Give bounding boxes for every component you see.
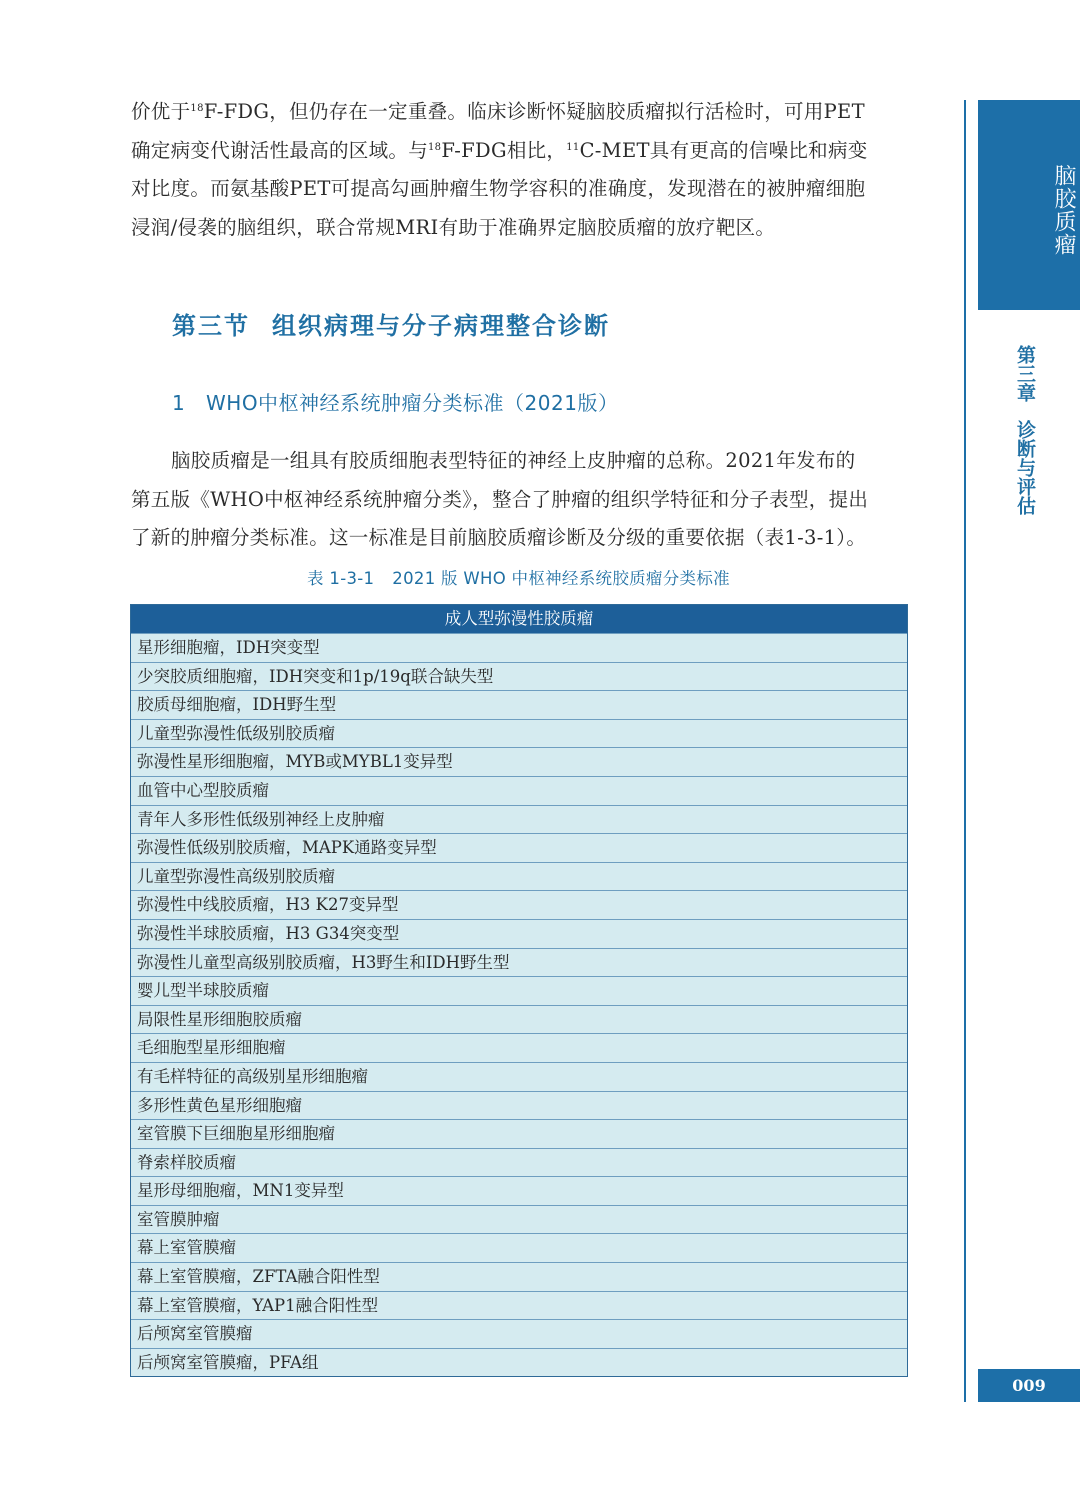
table-row: 弥漫性低级别胶质瘤，MAPK通路变异型 xyxy=(131,833,907,862)
intro-line-1: 价优于$^{18}$F-FDG，但仍存在一定重叠。临床诊断怀疑脑胶质瘤拟行活检时，可用PET xyxy=(131,100,865,123)
table-row: 后颅窝室管膜瘤，PFA组 xyxy=(131,1348,907,1377)
section-label: 第三节 xyxy=(172,311,250,340)
table-row: 少突胶质细胞瘤，IDH突变和1p/19q联合缺失型 xyxy=(131,662,907,691)
table-row: 幕上室管膜瘤 xyxy=(131,1233,907,1262)
table-row: 弥漫性半球胶质瘤，H3 G34突变型 xyxy=(131,919,907,948)
sidebar-divider xyxy=(964,100,966,1402)
subsection-heading xyxy=(172,387,618,416)
chapter-label xyxy=(1008,345,1038,515)
body-line-3: 了新的肿瘤分类标准。这一标准是目前脑胶质瘤诊断及分级的重要依据（表1-3-1）。 xyxy=(131,526,867,549)
page-number: 009 xyxy=(978,1369,1080,1402)
classification-table xyxy=(130,604,908,1377)
table-caption-title: 2021 版 WHO 中枢神经系统胶质瘤分类标准 xyxy=(392,569,730,588)
intro-line-3: 对比度。而氨基酸PET可提高勾画肿瘤生物学容积的准确度，发现潜在的被肿瘤细胞 xyxy=(131,177,866,200)
intro-line-2: 确定病变代谢活性最高的区域。与$^{18}$F-FDG相比，$^{11}$C-MET具有更高的信噪比和病变 xyxy=(131,138,868,162)
table-row: 儿童型弥漫性高级别胶质瘤 xyxy=(131,862,907,891)
table-row: 血管中心型胶质瘤 xyxy=(131,776,907,805)
table-row: 幕上室管膜瘤，YAP1融合阳性型 xyxy=(131,1291,907,1320)
table-row: 弥漫性星形细胞瘤，MYB或MYBL1变异型 xyxy=(131,747,907,776)
table-row: 有毛样特征的高级别星形细胞瘤 xyxy=(131,1062,907,1091)
table-row: 星形细胞瘤，IDH突变型 xyxy=(131,633,907,662)
table-row: 胶质母细胞瘤，IDH野生型 xyxy=(131,690,907,719)
section-heading xyxy=(172,306,610,341)
intro-line-4: 浸润/侵袭的脑组织，联合常规MRI有助于准确界定脑胶质瘤的放疗靶区。 xyxy=(131,215,776,239)
section-title: 组织病理与分子病理整合诊断 xyxy=(272,311,610,340)
chapter-tab-text: 脑胶质瘤 xyxy=(1051,164,1076,256)
table-header: 成人型弥漫性胶质瘤 xyxy=(131,605,907,633)
table-row: 局限性星形细胞胶质瘤 xyxy=(131,1005,907,1034)
chapter-title: 诊断与评估 xyxy=(1014,420,1036,515)
table-row: 幕上室管膜瘤，ZFTA融合阳性型 xyxy=(131,1262,907,1291)
body-line-1: 脑胶质瘤是一组具有胶质细胞表型特征的神经上皮肿瘤的总称。2021年发布的 xyxy=(171,449,856,472)
table-row: 儿童型弥漫性低级别胶质瘤 xyxy=(131,719,907,748)
intro-paragraph xyxy=(131,93,906,247)
table-row: 弥漫性中线胶质瘤，H3 K27变异型 xyxy=(131,890,907,919)
subsection-title: WHO中枢神经系统肿瘤分类标准（2021版） xyxy=(206,391,619,415)
table-caption-number: 表 1-3-1 xyxy=(307,569,375,588)
table-row: 室管膜下巨细胞星形细胞瘤 xyxy=(131,1119,907,1148)
table-row: 青年人多形性低级别神经上皮肿瘤 xyxy=(131,805,907,834)
chapter-tab xyxy=(978,100,1080,310)
table-row: 婴儿型半球胶质瘤 xyxy=(131,976,907,1005)
table-row: 室管膜肿瘤 xyxy=(131,1205,907,1234)
table-row: 弥漫性儿童型高级别胶质瘤，H3野生和IDH野生型 xyxy=(131,948,907,977)
table-row: 星形母细胞瘤，MN1变异型 xyxy=(131,1176,907,1205)
table-row: 多形性黄色星形细胞瘤 xyxy=(131,1091,907,1120)
body-paragraph xyxy=(131,442,906,558)
body-line-2: 第五版《WHO中枢神经系统肿瘤分类》，整合了肿瘤的组织学特征和分子表型，提出 xyxy=(131,487,869,511)
table-caption xyxy=(131,565,906,589)
table-row: 脊索样胶质瘤 xyxy=(131,1148,907,1177)
chapter-number: 第三章 xyxy=(1014,345,1036,402)
table-row: 后颅窝室管膜瘤 xyxy=(131,1319,907,1348)
subsection-number: 1 xyxy=(172,391,186,415)
table-row: 毛细胞型星形细胞瘤 xyxy=(131,1033,907,1062)
